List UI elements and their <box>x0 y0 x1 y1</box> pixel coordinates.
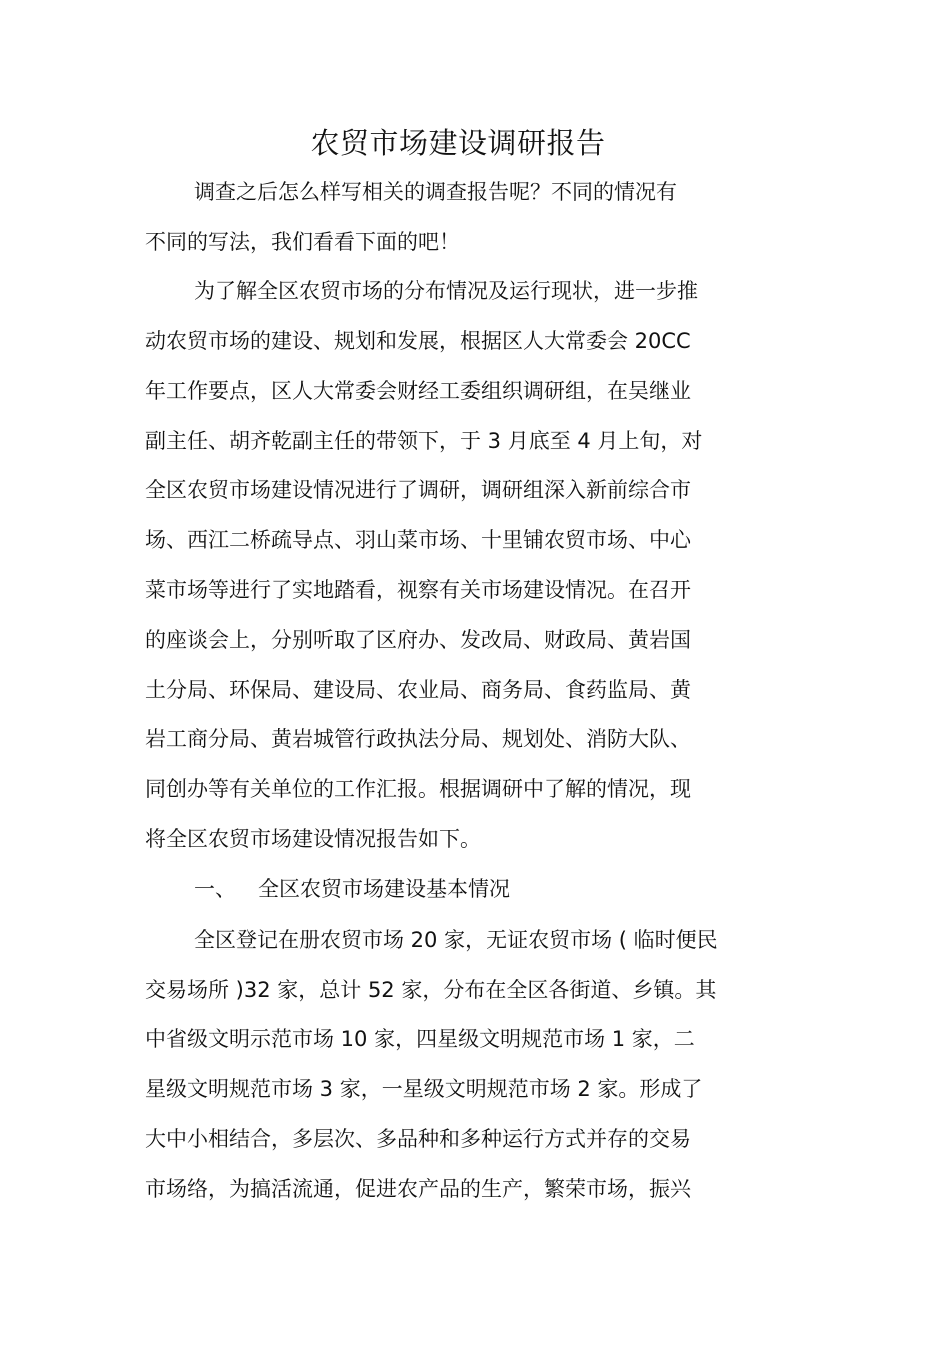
paragraph-line: 不同的写法，我们看看下面的吧！ <box>145 230 460 254</box>
paragraph-line: 副主任、胡齐乾副主任的带领下，于 3 月底至 4 月上旬，对 <box>145 429 703 453</box>
paragraph-line: 场、西江二桥疏导点、羽山菜市场、十里铺农贸市场、中心 <box>145 528 691 552</box>
paragraph-line: 菜市场等进行了实地踏看，视察有关市场建设情况。在召开 <box>145 578 691 602</box>
paragraph-line: 将全区农贸市场建设情况报告如下。 <box>145 827 481 851</box>
paragraph-line: 星级文明规范市场 3 家，一星级文明规范市场 2 家。形成了 <box>145 1077 703 1101</box>
paragraph-line: 同创办等有关单位的工作汇报。根据调研中了解的情况，现 <box>145 777 691 801</box>
paragraph-line: 调查之后怎么样写相关的调查报告呢？不同的情况有 <box>194 180 677 204</box>
paragraph-line: 全区农贸市场建设情况进行了调研，调研组深入新前综合市 <box>145 478 691 502</box>
paragraph-line: 动农贸市场的建设、规划和发展，根据区人大常委会 20CC <box>145 329 691 353</box>
paragraph-line: 土分局、环保局、建设局、农业局、商务局、食药监局、黄 <box>145 678 691 702</box>
paragraph-line: 交易场所 )32 家，总计 52 家，分布在全区各街道、乡镇。其 <box>145 978 717 1002</box>
paragraph-line: 的座谈会上，分别听取了区府办、发改局、财政局、黄岩国 <box>145 628 691 652</box>
paragraph-line: 全区登记在册农贸市场 20 家，无证农贸市场 ( 临时便民 <box>194 928 718 952</box>
paragraph-line: 中省级文明示范市场 10 家，四星级文明规范市场 1 家，二 <box>145 1027 695 1051</box>
paragraph-line: 大中小相结合，多层次、多品种和多种运行方式并存的交易 <box>145 1127 691 1151</box>
paragraph-line: 年工作要点，区人大常委会财经工委组织调研组，在吴继业 <box>145 379 691 403</box>
paragraph-line: 岩工商分局、黄岩城管行政执法分局、规划处、消防大队、 <box>145 727 691 751</box>
document-title: 农贸市场建设调研报告 <box>310 126 606 160</box>
paragraph-line: 为了解全区农贸市场的分布情况及运行现状，进一步推 <box>194 279 698 303</box>
section-number: 一、 <box>194 877 236 901</box>
section-heading: 全区农贸市场建设基本情况 <box>258 877 510 901</box>
paragraph-line: 市场络，为搞活流通，促进农产品的生产，繁荣市场，振兴 <box>145 1177 691 1201</box>
